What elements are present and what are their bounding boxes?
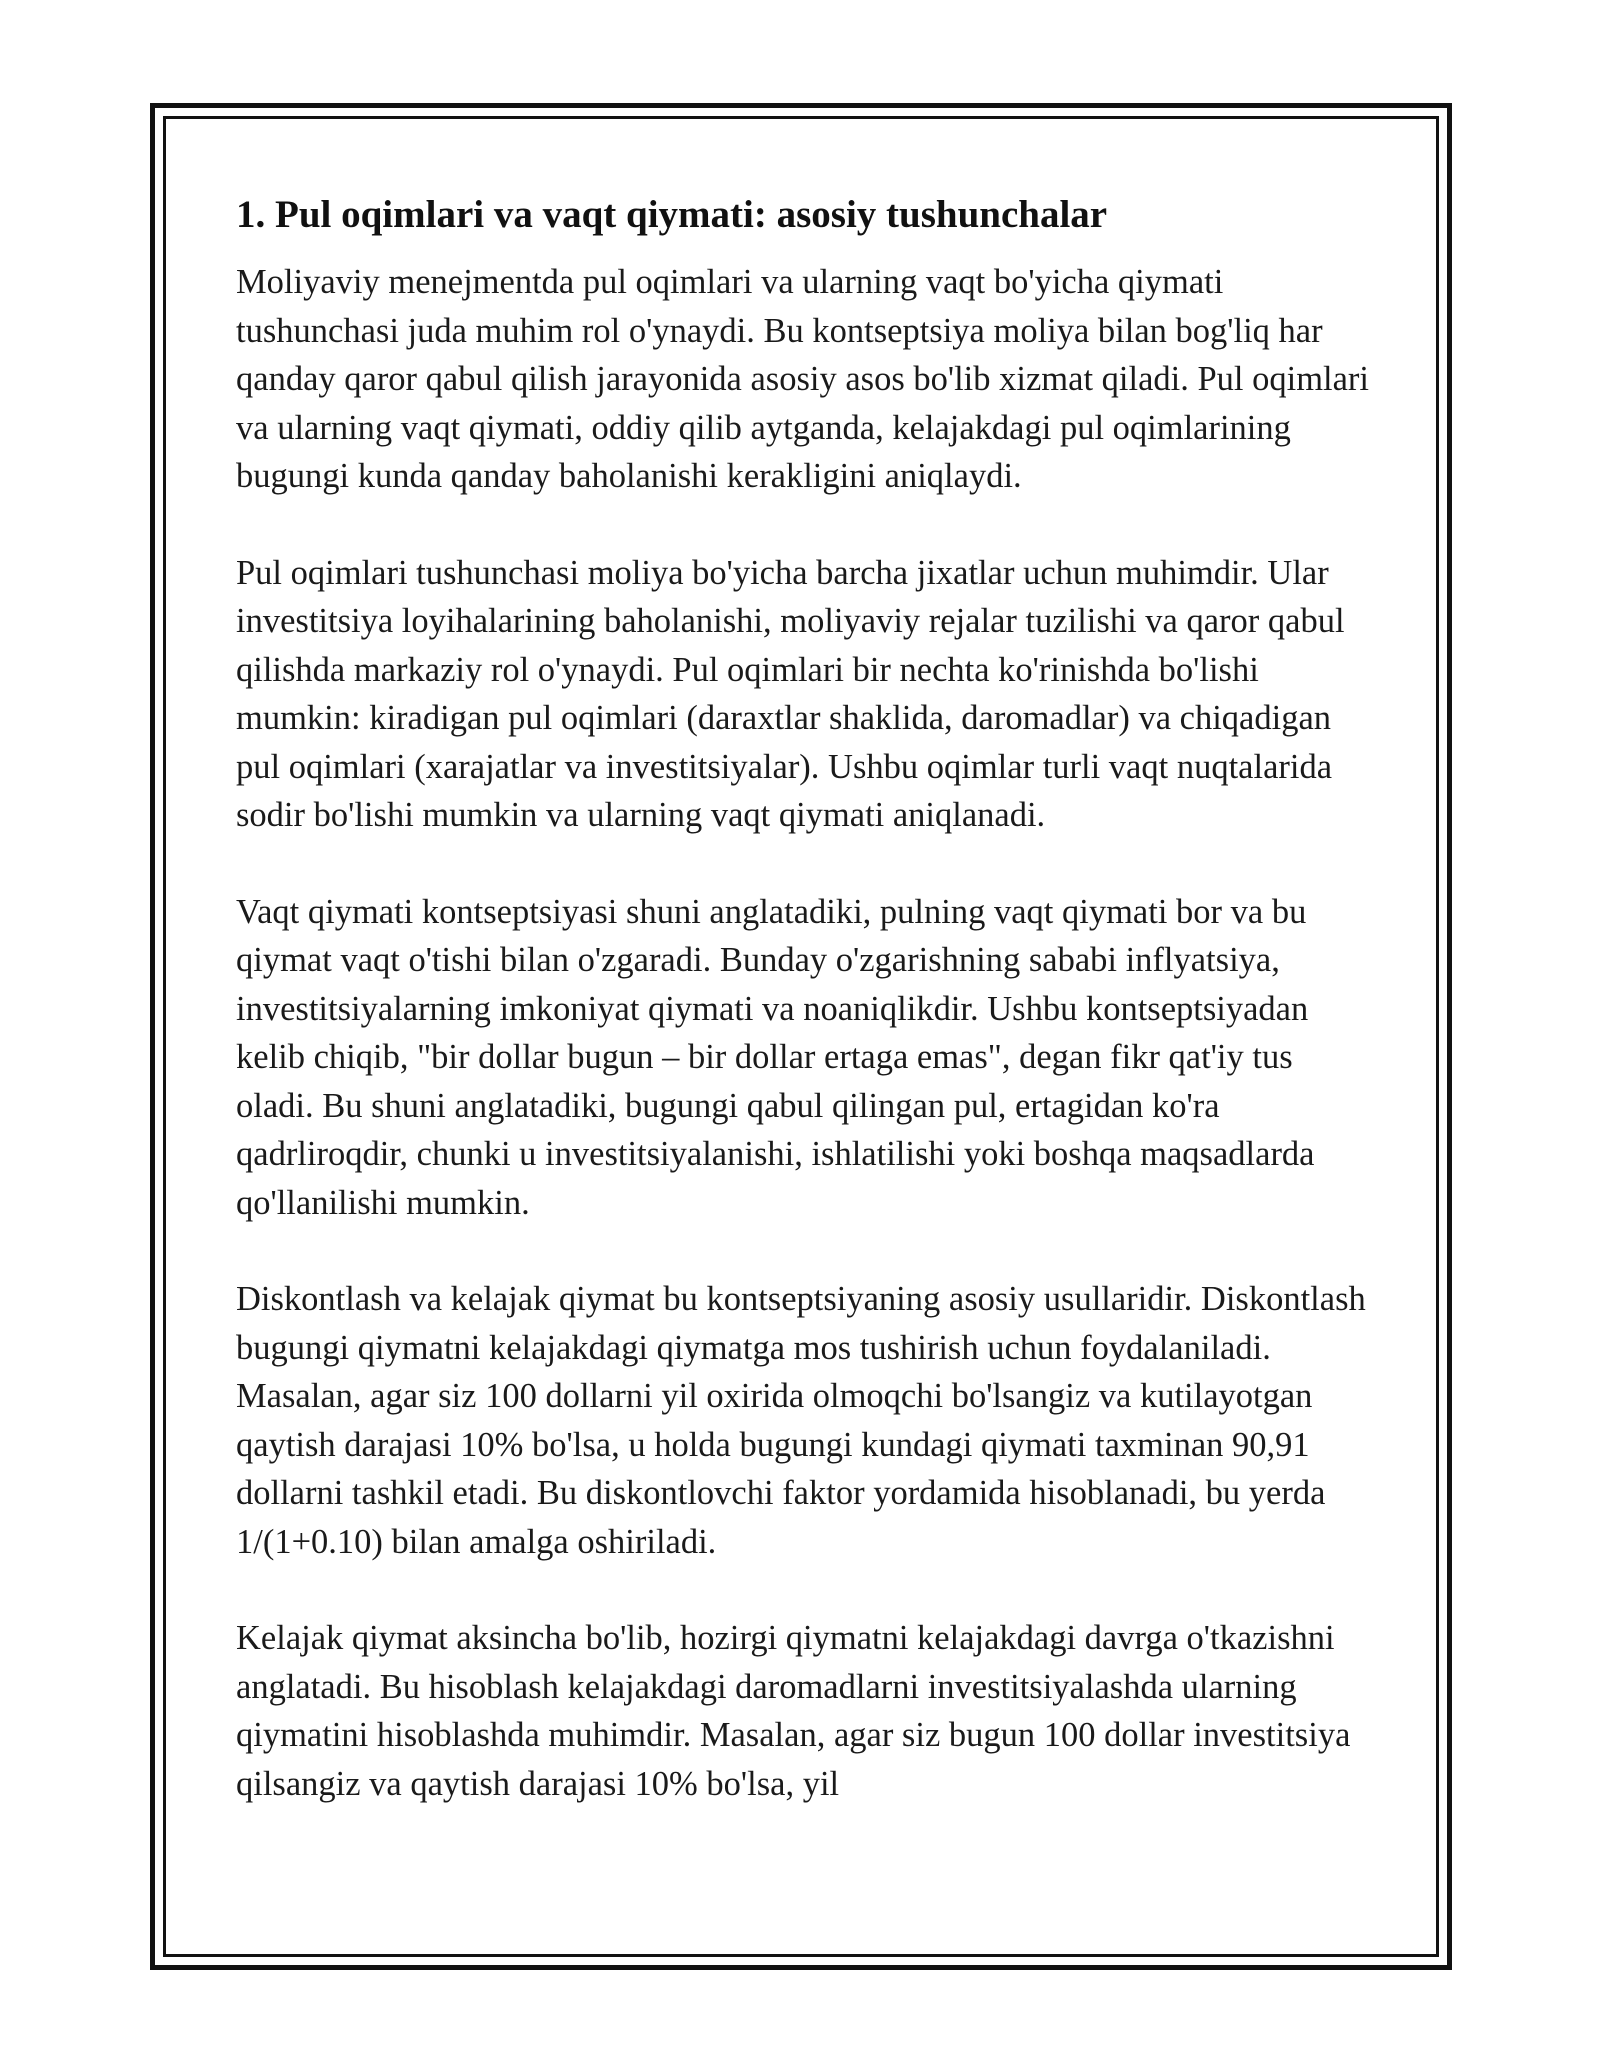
paragraph-1: Moliyaviy menejmentda pul oqimlari va ularning vaqt bo'yicha qiymati tushunchasi juda muhim rol o'ynaydi. Bu kontseptsiya moliya bilan bog'liq har qanday qaror qabul qilish jarayonida asosiy asos bo'lib xizmat qiladi. Pul oqimlari va ularning vaqt qiymati, oddiy qilib aytganda, kelajakdagi pul oqimlarining bugungi kunda qanday baholanishi kerakligini aniqlaydi. bbox=[236, 263, 1370, 495]
paragraph-3: Vaqt qiymati kontseptsiyasi shuni anglatadiki, pulning vaqt qiymati bor va bu qiymat vaqt o'tishi bilan o'zgaradi. Bunday o'zgarishning sababi inflyatsiya, investitsiyalarning imkoniyat qiymati va noaniqlikdir. Ushbu kontseptsiyadan kelib chiqib, "bir dollar bugun – bir dollar ertaga emas", degan fikr qat'iy tus oladi. Bu shuni anglatadiki, bugungi qabul qilingan pul, ertagidan ko'ra qadrliroqdir, chunki u investitsiyalanishi, ishlatilishi yoki boshqa maqsadlarda qo'llanilishi mumkin. bbox=[236, 892, 1315, 1222]
section-heading: 1. Pul oqimlari va vaqt qiymati: asosiy tushunchalar bbox=[236, 193, 1108, 236]
paragraph-2: Pul oqimlari tushunchasi moliya bo'yicha barcha jixatlar uchun muhimdir. Ular investitsiya loyihalarining baholanishi, moliyaviy rejalar tuzilishi va qaror qabul qilishda markaziy rol o'ynaydi. Pul oqimlari bir nechta ko'rinishda bo'lishi mumkin: kiradigan pul oqimlari (daraxtlar shaklida, daromadlar) va chiqadigan pul oqimlari (xarajatlar va investitsiyalar). Ushbu oqimlar turli vaqt nuqtalarida sodir bo'lishi mumkin va ularning vaqt qiymati aniqlanadi. bbox=[236, 553, 1345, 834]
document-body bbox=[236, 190, 1376, 1856]
paragraph-4: Diskontlash va kelajak qiymat bu kontseptsiyaning asosiy usullaridir. Diskontlash bugungi qiymatni kelajakdagi qiymatga mos tushirish uchun foydalaniladi. Masalan, agar siz 100 dollarni yil oxirida olmoqchi bo'lsangiz va kutilayotgan qaytish darajasi 10% bo'lsa, u holda bugungi kundagi qiymati taxminan 90,91 dollarni tashkil etadi. Bu diskontlovchi faktor yordamida hisoblanadi, bu yerda 1/(1+0.10) bilan amalga oshiriladi. bbox=[236, 1280, 1366, 1561]
paragraph-5: Kelajak qiymat aksincha bo'lib, hozirgi qiymatni kelajakdagi davrga o'tkazishni anglatadi. Bu hisoblash kelajakdagi daromadlarni investitsiyalashda ularning qiymatini hisoblashda muhimdir. Masalan, agar siz bugun 100 dollar investitsiya qilsangiz va qaytish darajasi 10% bo'lsa, yil bbox=[236, 1619, 1351, 1803]
